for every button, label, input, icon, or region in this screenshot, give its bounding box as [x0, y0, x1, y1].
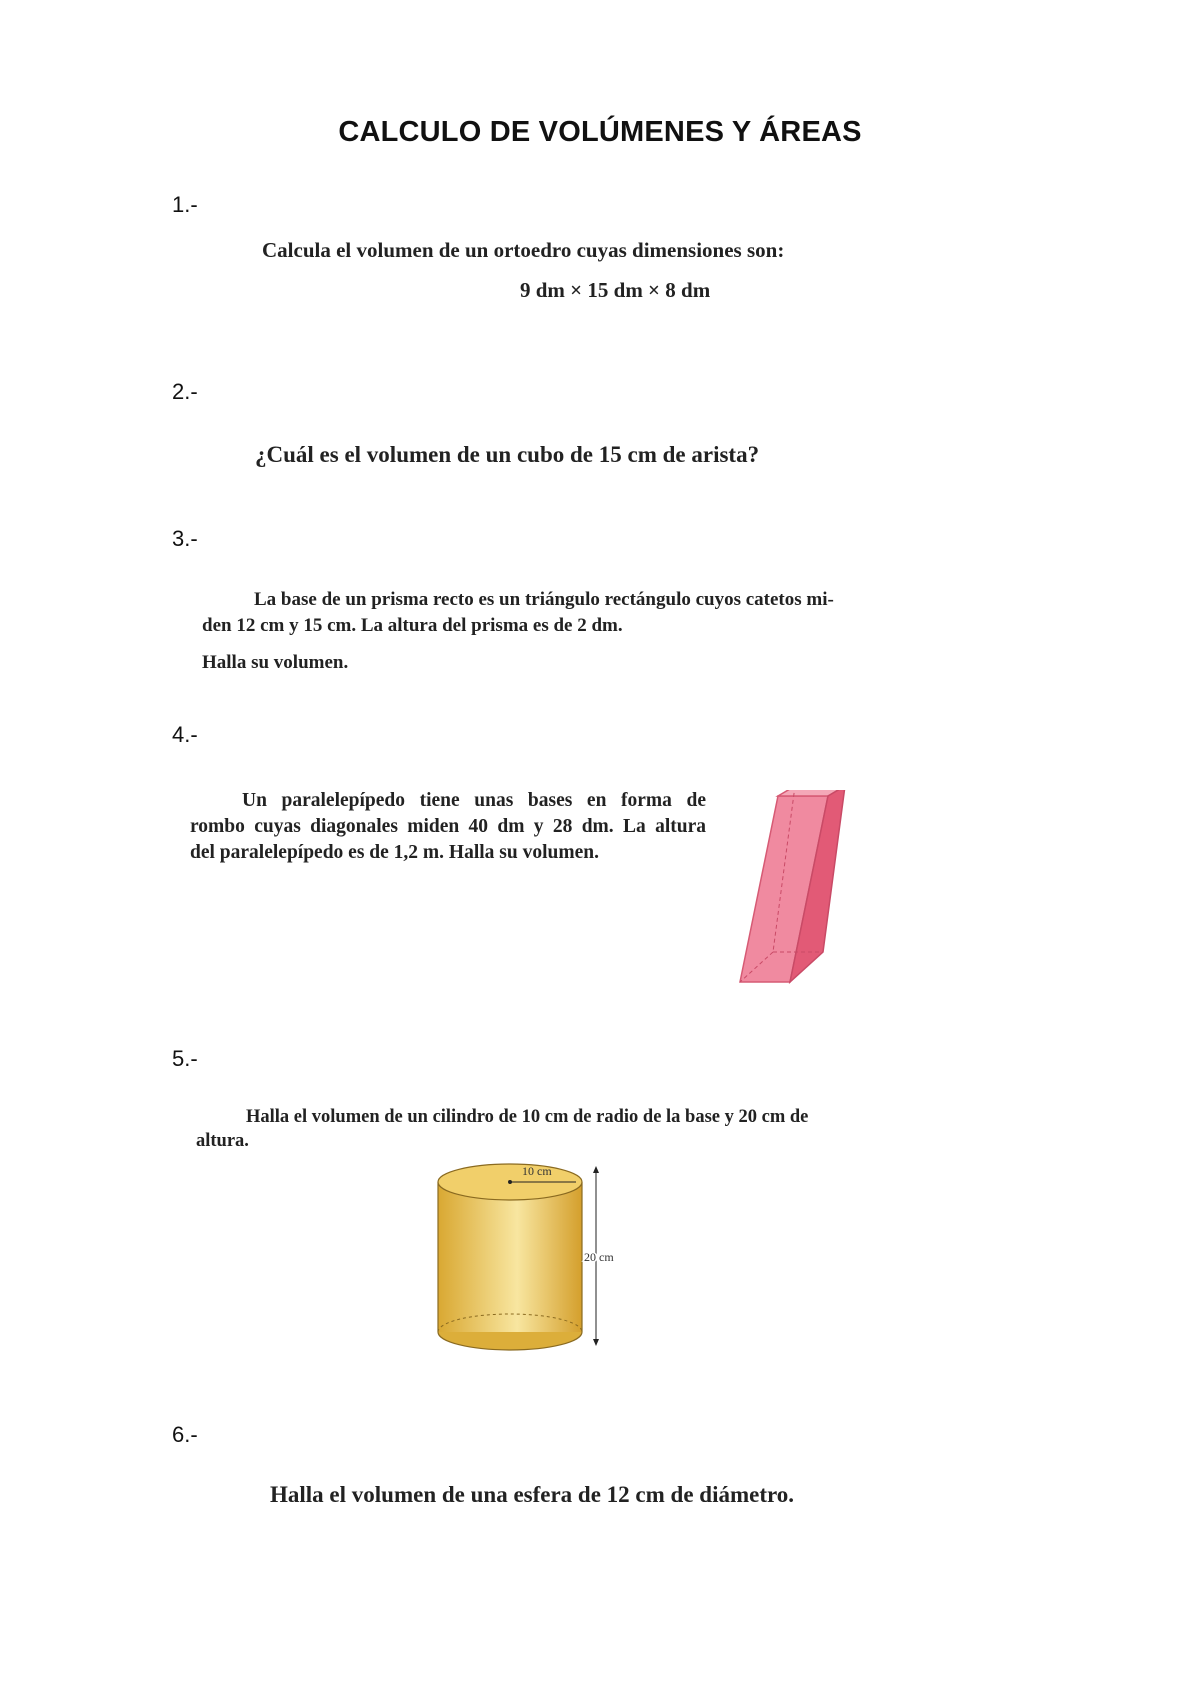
- problem-4-text: [190, 788, 706, 866]
- problem-6-text: Halla el volumen de una esfera de 12 cm de diámetro.: [270, 1482, 795, 1507]
- center-point: [508, 1180, 512, 1184]
- problem-5-text: [196, 1105, 876, 1153]
- height-label: 20 cm: [584, 1250, 614, 1264]
- problem-1-dimensions: 9 dm × 15 dm × 8 dm: [520, 278, 711, 302]
- problem-5-line-1: Halla el volumen de un cilindro de 10 cm de radio de la base y 20 cm de: [246, 1107, 809, 1127]
- problem-3-text: [202, 587, 922, 639]
- problem-2-number: 2.-: [172, 379, 198, 404]
- parallelepiped-figure: [735, 790, 865, 990]
- cylinder-body-overlay: [438, 1182, 582, 1332]
- height-arrow-bottom: [593, 1339, 599, 1346]
- problem-4-line-3: del paralelepípedo es de 1,2 m. Halla su volumen.: [190, 842, 599, 863]
- page-title: CALCULO DE VOLÚMENES Y ÁREAS: [338, 116, 862, 148]
- problem-4-line-1: Un paralelepípedo tiene unas bases en forma de: [242, 790, 706, 811]
- problem-3-number: 3.-: [172, 526, 198, 551]
- problem-6-number: 6.-: [172, 1422, 198, 1447]
- problem-1-text: Calcula el volumen de un ortoedro cuyas dimensiones son:: [262, 238, 785, 262]
- problem-3-line-3: Halla su volumen.: [202, 652, 349, 673]
- problem-4-line-2: rombo cuyas diagonales miden 40 dm y 28 dm. La altura: [190, 816, 706, 837]
- problem-5-number: 5.-: [172, 1046, 198, 1071]
- cylinder-figure: [430, 1160, 650, 1360]
- problem-2-text: ¿Cuál es el volumen de un cubo de 15 cm de arista?: [255, 442, 760, 467]
- problem-3-line-1: La base de un prisma recto es un triángulo rectángulo cuyos catetos mi-: [254, 589, 834, 610]
- radius-label: 10 cm: [522, 1164, 552, 1178]
- problem-4-number: 4.-: [172, 722, 198, 747]
- problem-1-number: 1.-: [172, 192, 198, 217]
- problem-5-line-2: altura.: [196, 1131, 249, 1151]
- problem-3-line-2: den 12 cm y 15 cm. La altura del prisma es de 2 dm.: [202, 615, 623, 636]
- height-arrow-top: [593, 1166, 599, 1173]
